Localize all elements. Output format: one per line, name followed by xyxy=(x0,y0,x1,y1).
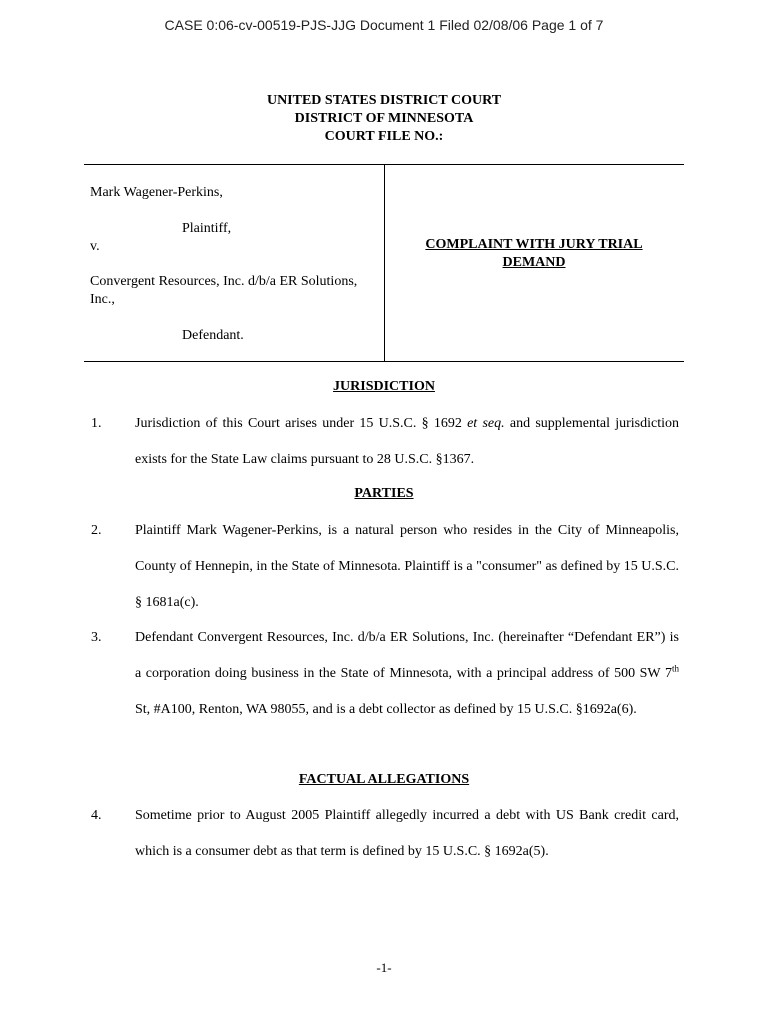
plaintiff-role: Plaintiff, xyxy=(182,221,232,236)
complaint-title xyxy=(384,236,684,272)
paragraph-text: Sometime prior to August 2005 Plaintiff allegedly incurred a debt with US Bank credit card, which is a consumer debt as that term is defined by 15 U.S.C. § 1692a(5). xyxy=(135,808,679,859)
court-heading xyxy=(0,92,768,146)
paragraph-number: 2. xyxy=(91,523,102,538)
paragraph-text: Jurisdiction of this Court arises under 15 U.S.C. § 1692 et seq. and supplemental jurisdiction exists for the State Law claims pursuant to 28 U.S.C. §1367. xyxy=(135,416,679,467)
defendant-role: Defendant. xyxy=(182,328,244,343)
paragraph-number: 1. xyxy=(91,416,102,431)
case-header: CASE 0:06-cv-00519-PJS-JJG Document 1 Filed 02/08/06 Page 1 of 7 xyxy=(164,17,604,33)
defendant-name: Convergent Resources, Inc. d/b/a ER Solutions, Inc., xyxy=(90,274,358,307)
section-jurisdiction: JURISDICTION xyxy=(333,379,435,394)
complaint-title-line1: COMPLAINT WITH JURY TRIAL xyxy=(425,237,643,252)
section-factual-allegations: FACTUAL ALLEGATIONS xyxy=(298,772,470,787)
section-parties: PARTIES xyxy=(354,486,414,501)
paragraph-text: Defendant Convergent Resources, Inc. d/b/a ER Solutions, Inc. (hereinafter “Defendant ER”) is a corporation doing business in the State of Minnesota, with a principal address of 500 SW 7th St, #A100, Renton, WA 98055, and is a debt collector as defined by 15 U.S.C. §1692a(6). xyxy=(135,630,679,717)
court-name: UNITED STATES DISTRICT COURT xyxy=(266,93,502,108)
paragraph-2 xyxy=(91,513,679,620)
court-district: DISTRICT OF MINNESOTA xyxy=(294,111,474,126)
paragraph-1 xyxy=(91,406,679,478)
complaint-title-line2: DEMAND xyxy=(502,255,566,270)
versus-label: v. xyxy=(90,239,100,254)
paragraph-3 xyxy=(91,620,679,727)
page-number: -1- xyxy=(376,960,392,975)
case-caption xyxy=(84,164,684,362)
court-file-number: COURT FILE NO.: xyxy=(324,129,444,144)
paragraph-text: Plaintiff Mark Wagener-Perkins, is a natural person who resides in the City of Minneapolis, County of Hennepin, in the State of Minnesota. Plaintiff is a "consumer" as defined by 15 U.S.C. § 1681a(c). xyxy=(135,523,679,610)
paragraph-number: 4. xyxy=(91,808,102,823)
paragraph-4 xyxy=(91,798,679,870)
plaintiff-name: Mark Wagener-Perkins, xyxy=(90,185,223,200)
paragraph-number: 3. xyxy=(91,630,102,645)
